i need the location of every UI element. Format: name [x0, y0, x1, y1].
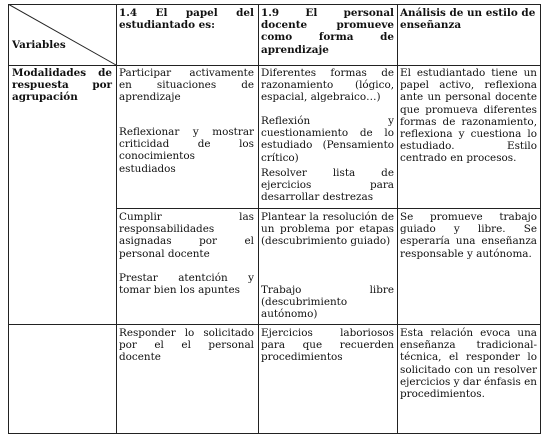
- row1-col2-item1: Diferentes formas de razonamiento (lógico, espacial, algebraico…): [261, 67, 394, 104]
- col-divider-1: [116, 4, 117, 434]
- table-border-right: [540, 4, 541, 434]
- row3-col2-item1: Ejercicios laboriosos para que recuerden procedimientos: [261, 327, 394, 364]
- document-table: [8, 4, 541, 434]
- table-border-left: [8, 4, 9, 434]
- col-divider-3: [397, 4, 398, 434]
- header-variables: Variables: [12, 39, 66, 51]
- row1-col3-analysis: El estudiantado tiene un papel activo, reflexiona ante un personal docente que promueva diferentes formas de razonamiento, reflexiona y cuestiona lo estudiado. Estilo centrado en procesos.: [400, 67, 537, 165]
- header-col2: 1.9 El personal docente promueve como forma de aprendizaje: [261, 7, 394, 56]
- col-divider-2: [258, 4, 259, 434]
- row3-col1-item1: Responder lo solicitado por el el personal docente: [119, 327, 254, 364]
- row1-col2-item2: Reflexión y cuestionamiento de lo estudiado (Pensamiento crítico): [261, 115, 394, 164]
- table-border-bottom: [8, 433, 541, 434]
- row-divider-2: [8, 324, 541, 325]
- row2-col3-analysis: Se promueve trabajo guiado y libre. Se esperaría una enseñanza responsable y autónoma.: [400, 211, 537, 260]
- row3-col3-analysis: Esta relación evoca una enseñanza tradicional- técnica, el responder lo solicitado con un resolver ejercicios y dar énfasis en procedimientos.: [400, 327, 537, 401]
- header-diagonal: [8, 4, 117, 66]
- row1-col2-item3: Resolver lista de ejercicios para desarrollar destrezas: [261, 167, 394, 204]
- row1-col1-item2: Reflexionar y mostrar criticidad de los conocimientos estudiados: [119, 126, 254, 175]
- header-col3: Análisis de un estilo de enseñanza: [400, 7, 536, 32]
- row2-col1-item2: Prestar atentción y tomar bien los apuntes: [119, 272, 254, 297]
- row-divider-1: [116, 208, 541, 209]
- row1-col1-item1: Participar activamente en situaciones de aprendizaje: [119, 67, 254, 104]
- row2-col1-item1: Cumplir las responsabilidades asignadas por el personal docente: [119, 211, 254, 260]
- row-header-modalidades: Modalidades de respuesta por agrupación: [12, 67, 112, 104]
- row2-col2-item2: Trabajo libre (descubrimiento autónomo): [261, 284, 394, 321]
- row2-col2-item1: Plantear la resolución de un problema por etapas (descubrimiento guiado): [261, 211, 394, 248]
- header-col1: 1.4 El papel del estudiantado es:: [119, 7, 254, 32]
